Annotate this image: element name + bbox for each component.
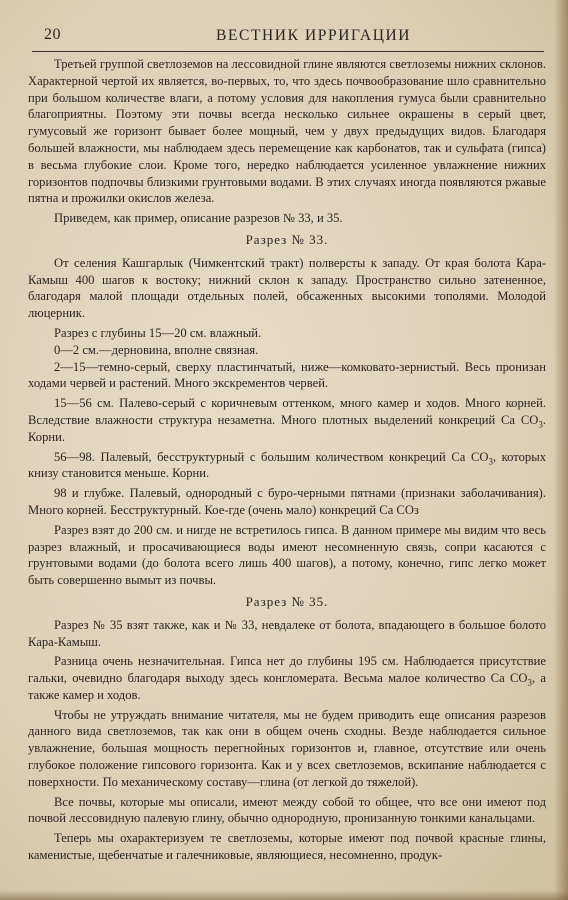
journal-title: ВЕСТНИК ИРРИГАЦИИ (216, 27, 412, 44)
paragraph-examples: Приведем, как пример, описание разрезов № 33, и 35. (54, 211, 343, 226)
paragraph-location-35: Разрез № 35 взят также, как и № 33, невдалеке от болота, впадающего в большое болото Кара-Камыш. (28, 617, 546, 649)
subscript-3: 3 (527, 677, 532, 688)
paragraph-moisture: Разрез с глубины 15—20 см. влажный. (54, 325, 262, 340)
page-bottom-shadow (0, 890, 568, 900)
header-rule (32, 51, 544, 52)
paragraph-horizon-0-2: 0—2 см.—дерновина, вполне связная. (54, 342, 259, 357)
paragraph-next-group: Теперь мы охарактеризуем те светлоземы, которые имеют под почвой красные глины, каменистые, щебенчатые и галечниковые, являющиеся, несомненно, продук- (28, 831, 546, 863)
paragraph-location-33: От селения Кашгарлык (Чимкентский тракт) полверсты к западу. От края болота Кара-Камыш 400 шагов к востоку; нижний склон к западу. Пространство сильно затененное, благодаря малой площади отдельных полей, обсаженных высокими тополями. Молодой люцерник. (28, 255, 546, 321)
paragraph-horizon-15-56 (28, 395, 546, 445)
article-body (28, 56, 546, 892)
paragraph-common-features: Все почвы, которые мы описали, имеют между собой то общее, что все они имеют под почвой лессовидную палевую глину, обычно однородную, пронизанную тонкими канальцами. (28, 794, 546, 826)
paragraph-summary: Чтобы не утруждать внимание читателя, мы не будем приводить еще описания разрезов данного вида светлоземов, так как они в общем очень сходны. Везде наблюдается сильное увлажнение, большая мощность перегнойных горизонтов и, главное, отсутствие или очень глубокое положение гипсового горизонта. Как и у всех светлоземов, вскипание наблюдается с поверхности. По механическому составу—глина (от легкой до тяжелой). (28, 707, 546, 789)
horizon-15-56-tail: . Корни. (28, 412, 546, 444)
horizon-15-56-text: 15—56 см. Палево-серый с коричневым оттенком, много камер и ходов. Много корней. Вследствие влажности структура незаметна. Много плотных выделений конкреций Са СО (28, 396, 546, 427)
running-header (32, 26, 552, 50)
horizon-56-98-text: 56—98. Палевый, бесструктурный с большим количеством конкреций Са СО (54, 449, 489, 464)
paragraph-horizon-56-98 (28, 449, 546, 483)
section-heading-razrez-33: Разрез № 33. (245, 231, 329, 247)
subscript-3: 3 (538, 419, 543, 430)
page-edge-shadow (554, 0, 568, 900)
paragraph-difference (28, 653, 546, 703)
paragraph-horizon-98: 98 и глубже. Палевый, однородный с буро-черными пятнами (признаки заболачивания). Много корней. Бесструктурный. Кое-где (очень мало) конкреций Са СОз (28, 486, 546, 517)
paragraph-horizon-2-15: 2—15—темно-серый, сверху пластинчатый, ниже—комковато-зернистый. Весь пронизан ходами червей и растений. Много экскрементов червей. (28, 359, 546, 391)
subscript-3: 3 (488, 456, 493, 467)
horizon-56-98-tail: , которых книзу становится меньше. Корни. (28, 449, 546, 481)
paragraph-conclusion-33: Разрез взят до 200 см. и нигде не встретилось гипса. В данном примере мы видим что весь разрез влажный, и просачивающиеся воды имеют несомненную связь, сопри касаются с грунтовыми водами (до болота всего лишь 400 шагов), а потому, конечно, гипс легко может быть совершенно вымыт из почвы. (28, 522, 546, 588)
page-number: 20 (44, 26, 61, 43)
section-heading-razrez-35: Разрез № 35. (245, 593, 329, 609)
difference-text: Разница очень незначительная. Гипса нет до глубины 195 см. Наблюдается присутствие гальки, очевидно благодаря выходу здесь конгломерата. Весьма малое количество Са СО (28, 654, 546, 686)
paragraph-intro: Третьей группой светлоземов на лессовидной глине являются светлоземы нижних склонов. Характерной чертой их является, во-первых, то, что здесь почвообразование шло сравнительно при большом количестве влаги, а потому условия для накопления гумуса были сравнительно благоприятны. Поэтому эти почвы всегда несколько сильнее окрашены в серый цвет, гумусовый же горизонт бывает более мощный, чем у двух предыдущих видов. Благодаря большей влажности, мы наблюдаем здесь перемещение как карбонатов, так и сульфата (гипса) в весьма глубокие слои. Кроме того, нередко наблюдается усиленное увлажнение нижних горизонтов подпочвы близкими грунтовыми водами. В этих случаях иногда появляются ржавые пятна и прожилки окислов железа. (28, 57, 546, 206)
difference-tail: , а также камер и ходов. (28, 671, 546, 702)
